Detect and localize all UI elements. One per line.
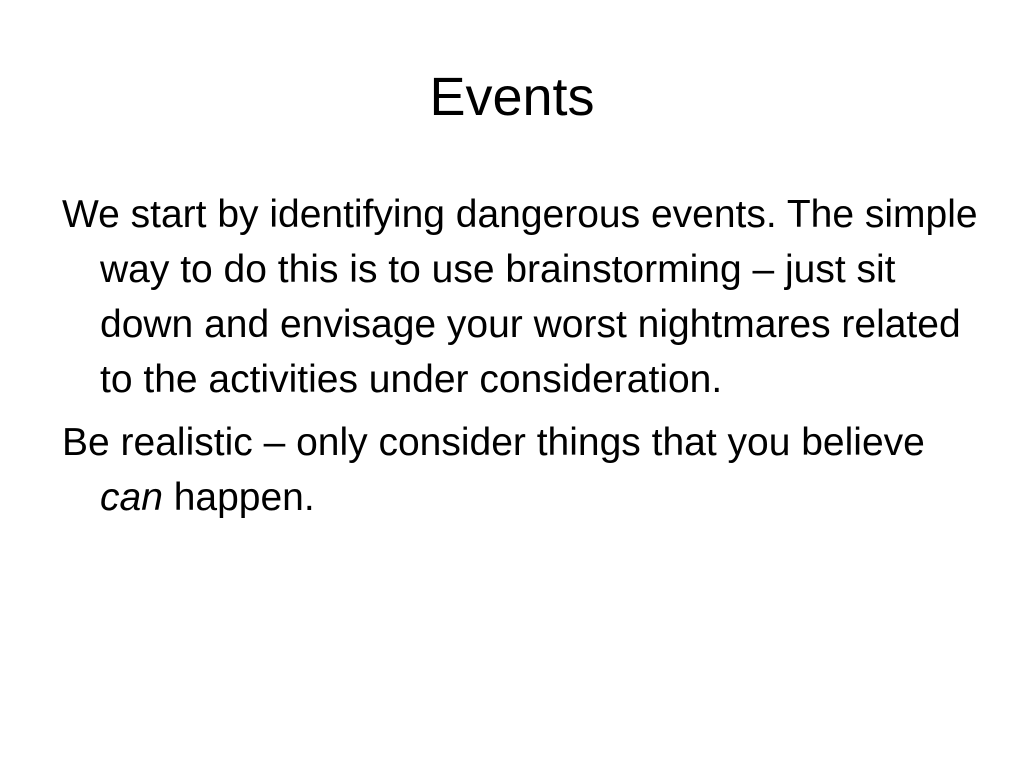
slide-title: Events (429, 67, 595, 127)
paragraph-be-realistic (62, 415, 982, 525)
slide-body (62, 187, 982, 533)
paragraph-text-after: happen. (162, 476, 315, 519)
paragraph-text: We start by identifying dangerous events. The simple way to do this is to use brainstorming – just sit down and envisage your worst nightmares related to the activities under consideration. (62, 193, 978, 401)
paragraph-text-before: Be realistic – only consider things that you believe (62, 421, 925, 464)
paragraph-identifying-events (62, 187, 982, 407)
emphasis-can: can (100, 476, 163, 519)
